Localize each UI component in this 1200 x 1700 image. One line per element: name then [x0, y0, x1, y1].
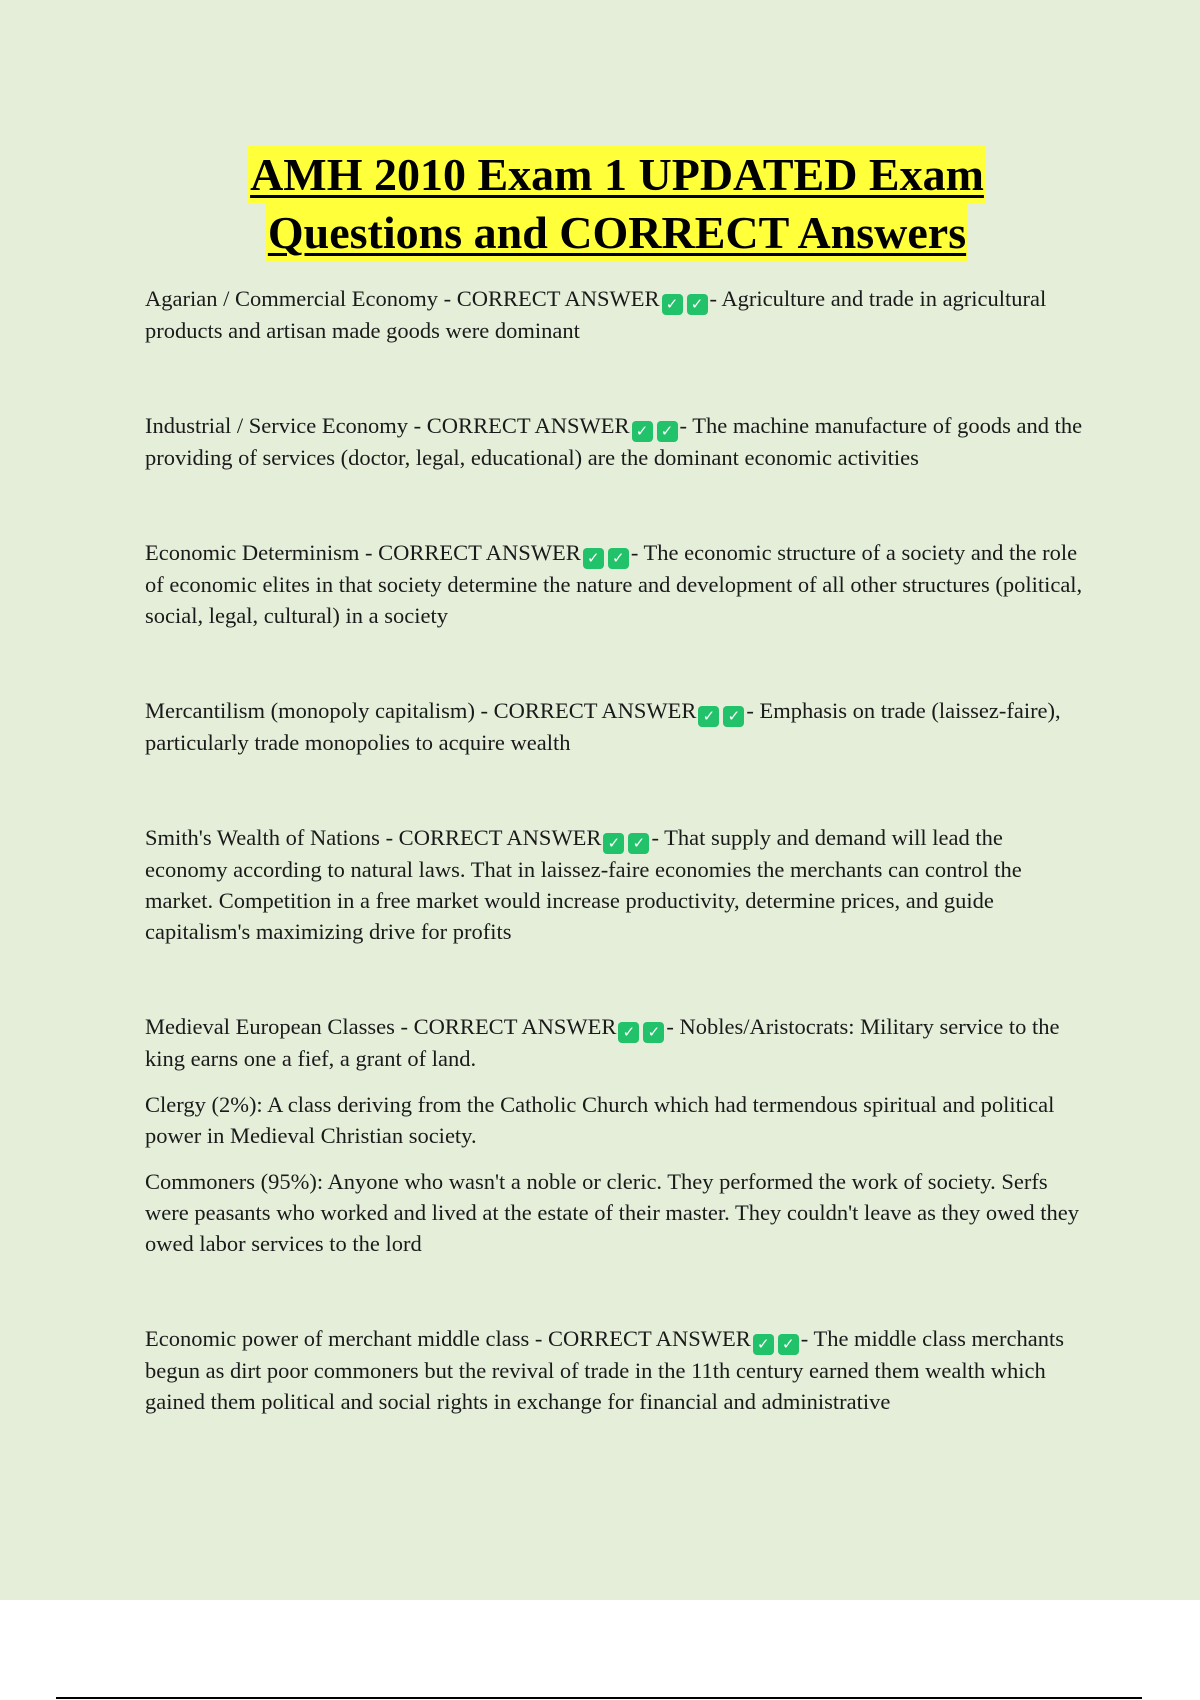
answer-text: - Nobles/Aristocrats: Military service to the king earns one a fief, a grant of land. [145, 1014, 1060, 1071]
check-icon: ✓ [618, 1022, 639, 1043]
answer-paragraph: Commoners (95%): Anyone who wasn't a noble or cleric. They performed the work of society. Serfs were peasants who worked and lived at the estate of their master. They couldn't leave as they owed they owed labor services to the lord [145, 1169, 1079, 1256]
check-icon: ✓ [698, 706, 719, 727]
question-term: Agarian / Commercial Economy - CORRECT ANSWER [145, 286, 660, 311]
question-term: Economic Determinism - CORRECT ANSWER [145, 540, 581, 565]
footer-divider [56, 1697, 1142, 1699]
check-icon: ✓ [608, 548, 629, 569]
question-term: Industrial / Service Economy - CORRECT ANSWER [145, 413, 630, 438]
check-icon: ✓ [643, 1022, 664, 1043]
qa-entry [145, 1323, 1090, 1417]
check-icon: ✓ [723, 706, 744, 727]
question-term: Mercantilism (monopoly capitalism) - CORRECT ANSWER [145, 698, 697, 723]
answer-text: - That supply and demand will lead the economy according to natural laws. That in laissez-faire economies the merchants can control the market. Competition in a free market would increase productivity, determine prices, and guide capitalism's maximizing drive for profits [145, 825, 1022, 944]
qa-entry [145, 695, 1090, 758]
check-icon: ✓ [603, 833, 624, 854]
check-icon: ✓ [583, 548, 604, 569]
answer-paragraph: Clergy (2%): A class deriving from the Catholic Church which had termendous spiritual and political power in Medieval Christian society. [145, 1092, 1055, 1148]
qa-entry [145, 537, 1090, 631]
answer-text: - The machine manufacture of goods and the providing of services (doctor, legal, educational) are the dominant economic activities [145, 413, 1083, 470]
question-term: Medieval European Classes - CORRECT ANSWER [145, 1014, 617, 1039]
qa-entry [145, 283, 1090, 346]
qa-list [145, 283, 1090, 1417]
check-icon: ✓ [662, 294, 683, 315]
title-line-2: Questions and CORRECT Answers [266, 204, 968, 262]
answer-text: - The economic structure of a society and the role of economic elites in that society determine the nature and development of all other structures (political, social, legal, cultural) in a society [145, 540, 1083, 628]
answer-text: - The middle class merchants begun as dirt poor commoners but the revival of trade in the 11th century earned them wealth which gained them political and social rights in exchange for financial and administrative [145, 1326, 1064, 1414]
check-icon: ✓ [628, 833, 649, 854]
answer-text: - Agriculture and trade in agricultural products and artisan made goods were dominant [145, 286, 1047, 343]
qa-entry [145, 1011, 1090, 1074]
question-term: Smith's Wealth of Nations - CORRECT ANSWER [145, 825, 602, 850]
answer-text: - Emphasis on trade (laissez-faire), particularly trade monopolies to acquire wealth [145, 698, 1061, 755]
check-icon: ✓ [632, 421, 653, 442]
check-icon: ✓ [657, 421, 678, 442]
qa-entry [145, 410, 1090, 473]
check-icon: ✓ [687, 294, 708, 315]
question-term: Economic power of merchant middle class - CORRECT ANSWER [145, 1326, 751, 1351]
title-line-1: AMH 2010 Exam 1 UPDATED Exam [248, 146, 986, 204]
check-icon: ✓ [753, 1334, 774, 1355]
qa-entry [145, 822, 1090, 947]
check-icon: ✓ [778, 1334, 799, 1355]
document-title [0, 146, 1200, 262]
